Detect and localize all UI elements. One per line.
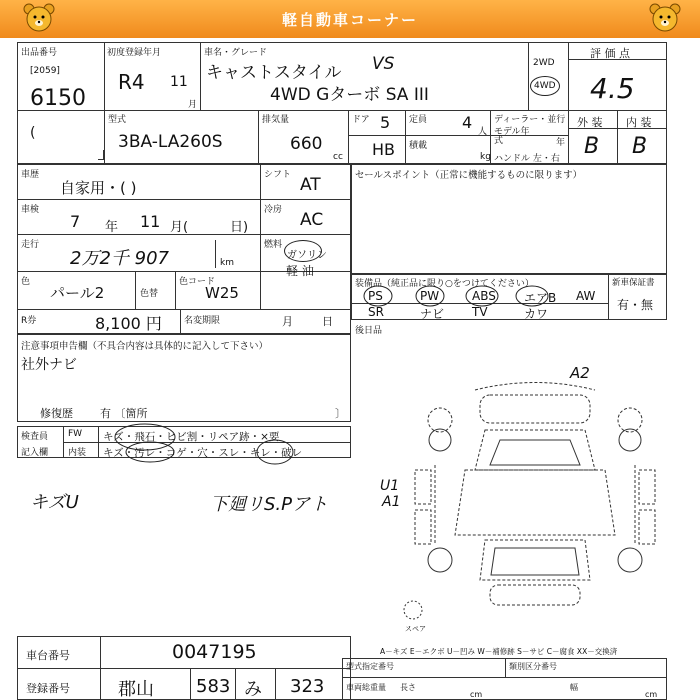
notes-label: 注意事項申告欄（不具合内容は具体的に記入して下さい） <box>21 341 269 352</box>
car-diagram <box>395 370 675 635</box>
registration-month-unit: 月 <box>188 100 198 110</box>
fw-items: キズ・飛石・ヒビ割・リペア跡・×要 <box>103 431 280 443</box>
car-name-label: 車名・グレード <box>204 48 268 58</box>
usage: 自家用・( ) <box>60 179 137 197</box>
equipment-item-4: AW <box>576 289 596 303</box>
color: パール2 <box>50 284 105 302</box>
ac: AC <box>300 210 324 230</box>
repair-history-value: 有 〔箇所 <box>100 407 148 420</box>
drive-4wd: 4WD <box>534 81 556 91</box>
later-items-label: 後日品 <box>355 326 383 336</box>
grade-note: VS <box>372 54 395 74</box>
interior-items: キズ・汚レ・コゲ・穴・スレ・キレ・破レ <box>103 447 303 459</box>
seats-unit: 人 <box>478 127 488 137</box>
equipment-label: 装備品（純正品に限り○をつけてください） <box>355 279 534 289</box>
damage-legend: A－キズ E－エクボ U－凹み W－補修跡 S－サビ C－腐食 XX－交換済 <box>380 647 618 656</box>
displacement-label: 排気量 <box>262 115 290 125</box>
model-cert-label: 型式指定番号 <box>346 662 394 671</box>
name-change-day-unit: 日 <box>322 315 333 328</box>
color-code-label: 色コード <box>179 277 216 287</box>
handwritten-note-right: 下廻リS.Pアト <box>210 494 329 515</box>
entry-label: 記入欄 <box>21 448 49 458</box>
model-label: 型式 <box>108 115 127 125</box>
seats: 4 <box>462 113 473 132</box>
shaken-day-unit: 日) <box>230 220 249 235</box>
notes-text: 社外ナビ <box>21 357 77 373</box>
first-registration-label: 初度登録年月 <box>107 48 162 58</box>
ac-label: 冷房 <box>264 205 283 215</box>
mileage-unit: km <box>220 258 234 268</box>
plate-kana: み <box>244 679 262 700</box>
diagram-note-side-2: A1 <box>382 494 401 510</box>
paren-mark: ( <box>30 125 36 141</box>
equipment-item-1: PW <box>420 289 440 303</box>
interior-grade: B <box>632 134 648 159</box>
score-value: 4.5 <box>590 72 635 105</box>
lot-number: 6150 <box>30 86 86 111</box>
plate-class: 583 <box>196 676 231 697</box>
diagram-note-top: A2 <box>570 364 590 382</box>
shaken-year-unit: 年 <box>105 220 119 235</box>
width-label: 幅 <box>570 683 578 692</box>
equipment-item-row2-1: ナビ <box>420 307 445 321</box>
drive-2wd: 2WD <box>533 58 555 68</box>
color-code: W25 <box>205 284 239 302</box>
header-title: 軽自動車コーナー <box>281 11 418 29</box>
shaken-year: 7 <box>70 212 81 231</box>
equipment-item-row2-3: カワ <box>524 307 549 321</box>
fuel-label: 燃料 <box>264 240 283 250</box>
shaken-label: 車検 <box>21 205 40 215</box>
mileage-label: 走行 <box>21 240 40 250</box>
interior-row-label: 内装 <box>68 448 87 458</box>
mileage: 2万2千 907 <box>70 248 169 269</box>
color-tone-label: 色替 <box>140 289 159 299</box>
equipment-item-row2-2: TV <box>472 305 488 319</box>
inspector-label: 検査員 <box>21 432 49 442</box>
fuel-alt: 軽 油 <box>286 264 314 278</box>
repair-history-label: 修復歴 <box>40 407 73 420</box>
shift-label: シフト <box>264 170 292 180</box>
new-car-warranty-label: 新車保証書 <box>612 278 655 288</box>
interior-label: 内 装 <box>626 116 652 129</box>
gross-weight-label: 車両総重量 <box>346 683 386 692</box>
shift: AT <box>300 175 321 195</box>
lot-sub-number: [2059] <box>30 66 60 76</box>
usage-label: 車歴 <box>21 170 40 180</box>
fw-label: FW <box>68 429 83 439</box>
name-change-month-unit: 月 <box>282 315 293 328</box>
shaken-month: 11 <box>140 212 161 231</box>
diagram-note-side-1: U1 <box>380 478 400 494</box>
length-unit: cm <box>470 690 483 699</box>
score-label: 評 価 点 <box>590 47 630 60</box>
length-label: 長さ <box>400 683 416 692</box>
chassis-number: 0047195 <box>172 641 257 663</box>
model-year-label: モデル年式 <box>494 127 530 146</box>
width-unit: cm <box>645 690 658 699</box>
handwritten-note-left: キズU <box>30 492 79 513</box>
exterior-label: 外 装 <box>577 116 603 129</box>
displacement-unit: cc <box>333 152 343 162</box>
recycle-label: R券 <box>21 316 37 326</box>
body-type: HB <box>372 140 396 159</box>
recycle-fee: 8,100 円 <box>95 314 162 333</box>
lot-number-label: 出品番号 <box>21 48 58 58</box>
color-label: 色 <box>21 277 31 287</box>
doors: 5 <box>380 113 391 132</box>
model-code: 3BA-LA260S <box>118 132 223 152</box>
name-change-label: 名変期限 <box>184 316 221 326</box>
registration-year: R4 <box>118 70 145 94</box>
dealer-label: ディーラー・並行 <box>494 115 566 125</box>
handle-label: ハンドル 左・右 <box>494 154 560 164</box>
displacement: 660 <box>290 134 323 154</box>
model-year-unit: 年 <box>556 138 566 148</box>
equipment-item-row2-0: SR <box>368 305 384 319</box>
exterior-grade: B <box>584 134 600 159</box>
car-name: キャストスタイル <box>206 63 342 83</box>
new-car-warranty-value: 有・無 <box>617 298 654 312</box>
spare-label: スペア <box>405 625 426 633</box>
doors-label: ドア <box>352 115 370 125</box>
car-grade: 4WD Gターボ SA III <box>270 85 429 105</box>
chassis-label: 車台番号 <box>26 649 70 662</box>
fuel: ガソリン <box>287 250 327 261</box>
plate-label: 登録番号 <box>26 682 70 695</box>
repair-history-close: 〕 <box>335 407 346 420</box>
shaken-month-unit: 月( <box>170 220 189 235</box>
equipment-item-0: PS <box>368 289 383 303</box>
seats-label: 定員 <box>409 115 428 125</box>
plate-number: 323 <box>290 676 325 697</box>
equipment-item-3: エアB <box>524 291 557 305</box>
plate-area: 郡山 <box>118 679 154 700</box>
equipment-item-2: ABS <box>472 289 496 303</box>
category-label: 類別区分番号 <box>509 662 557 671</box>
load-label: 積載 <box>409 141 428 151</box>
load-unit: kg <box>480 152 491 162</box>
sales-point-label: セールスポイント（正常に機能するものに限ります） <box>355 170 583 181</box>
registration-month: 11 <box>170 74 188 90</box>
